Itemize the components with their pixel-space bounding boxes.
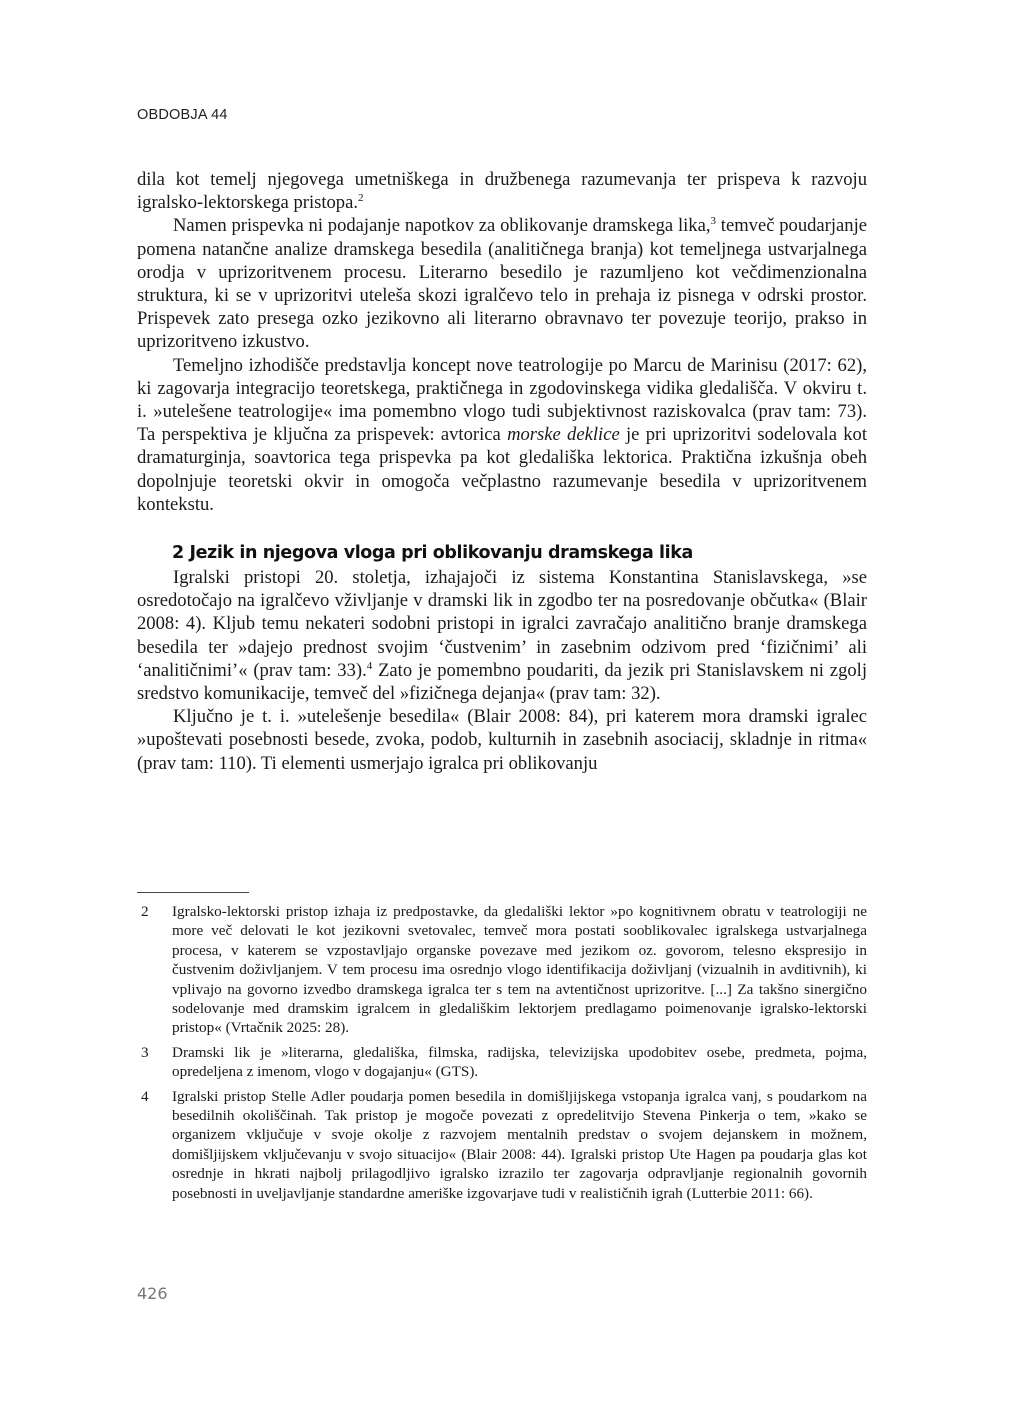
footnote-text: Igralsko-lektorski pristop izhaja iz predpostavke, da gledališki lektor »po kognitivnem obratu v teatrologiji ne more več delovati le kot jezikovni svetovalec, temveč mora postati sooblikovalec igralskega ustvarjalnega procesa, v katerem se vzpostavljajo organske povezave med jezikom oz. govorom, telesno ekspresijo in čustvenim doživljanjem. V tem procesu ima osrednjo vlogo identifikacija doživljanj (vizualnih in avditivnih), ki vplivajo na govorno izvedbo dramskega igralca ter s tem na avtentičnost uprizoritve. [...] Za takšno sinergično sodelovanje med dramskim igralcem in gledališkim lektorjem predlagamo poimenovanje igralsko-lektorski pristop« (Vrtačnik 2025: 28).: [172, 903, 867, 1037]
footnote-divider: [137, 892, 249, 893]
footnote-ref-3[interactable]: 3: [710, 215, 716, 228]
paragraph-5: Ključno je t. i. »utelešenje besedila« (Blair 2008: 84), pri katerem mora dramski igralec »upoštevati posebnosti besede, zvoka, podob, kulturnih in zasebnih asociacij, skladnje in ritma« (prav tam: 110). Ti elementi usmerjajo igralca pri oblikovanju: [137, 706, 867, 774]
footnote-4: [137, 1087, 867, 1203]
footnote-ref-4[interactable]: 4: [366, 659, 373, 672]
section-heading: 2 Jezik in njegova vloga pri oblikovanju dramskega lika: [172, 543, 693, 564]
footnote-number: 4: [141, 1087, 149, 1105]
footnote-number: 2: [141, 903, 149, 920]
footnote-3: [137, 1043, 867, 1082]
paragraph-3: Temeljno izhodišče predstavlja koncept nove teatrologije po Marcu de Marinisu (2017: 62), ki zagovarja integracijo teoretskega, praktičnega in zgodovinskega vidika gledališča. V okviru t. i. »utelešene teatrologije« ima pomembno vlogo tudi subjektivnost raziskovalca (prav tam: 73). Ta perspektiva je ključna za prispevek: avtorica morske deklice je pri uprizoritvi sodelovala kot dramaturginja, soavtorica tega prispevka pa kot gledališka lektorica. Praktična izkušnja obeh dopolnjuje teoretski okvir in omogoča večplastno razumevanje besedila v uprizoritvenem kontekstu.: [137, 354, 868, 515]
body-text: [137, 168, 867, 775]
paragraph-2: Namen prispevka ni podajanje napotkov za oblikovanje dramskega lika,$^3$ temveč poudarjanje pomena natančne analize dramskega besedila (analitičnega branja) kot temeljnega ustvarjalnega orodja v uprizoritvenem procesu. Literarno besedilo je razumljeno kot večdimenzionalna struktura, ki se v uprizoritvi uteleša skozi igralčevo telo in prehaja iz pisnega v odrski prostor. Prispevek zato presega ozko jezikovno ali literarno obravnavo ter povezuje teorijo, prakso in uprizoritveno izkustvo.: [137, 215, 868, 353]
footnote-2: [137, 902, 867, 1038]
page-number: 426: [137, 1284, 168, 1303]
footnote-text: Igralski pristop Stelle Adler poudarja pomen besedila in domišljijskega vstopanja igralca vanj, s poudarkom na besedilnih okoliščinah. Tak pristop je mogoče povezati z opredelitvijo Stevena Pinkerja o tem, »kako se organizem vključuje v svoje okolje z razvojem mentalnih predstav o svojem dejanskem in možnem, domišljijskem vključevanju v svojo situacijo« (Blair 2008: 44). Igralski pristop Ute Hagen pa poudarja glas kot osrednje in hkrati najbolj prilagodljivo igralsko izrazilo ter zagovarja odpravljanje regionalnih govornih posebnosti in uveljavljanje standardne ameriške izgovarjave tudi v realističnih igrah (Lutterbie 2011: 66).: [172, 1087, 867, 1202]
footnote-ref-2[interactable]: 2: [358, 192, 364, 205]
running-head: OBDOBJA 44: [137, 107, 228, 123]
footnote-number: 3: [141, 1043, 149, 1061]
paragraph-1: dila kot temelj njegovega umetniškega in družbenega razumevanja ter prispeva k razvoju igralsko-lektorskega pristopa.$^2$: [137, 169, 867, 214]
footnotes: [137, 902, 867, 1208]
italic-title: morske deklice: [507, 424, 620, 446]
footnote-text: Dramski lik je »literarna, gledališka, filmska, radijska, televizijska upodobitev osebe, predmeta, pojma, opredeljena z imenom, vlogo v dogajanju« (GTS).: [172, 1043, 867, 1081]
paragraph-4: Igralski pristopi 20. stoletja, izhajajoči iz sistema Konstantina Stanislavskega, »se osredotočajo na igralčevo vživljanje v dramski lik in zgodbo ter na posredovanje občutka« (Blair 2008: 4). Kljub temu nekateri sodobni pristopi in igralci zavračajo analitično branje dramskega besedila ter »dajejo prednost svojim ‘čustvenim’ in zasebnim odzivom pred ‘fizičnimi’ ali ‘analitičnimi’« (prav tam: 33).$^4$ Zato je pomembno poudariti, da jezik pri Stanislavskem ni zgolj sredstvo komunikacije, temveč del »fizičnega dejanja« (prav tam: 32).: [137, 567, 867, 705]
